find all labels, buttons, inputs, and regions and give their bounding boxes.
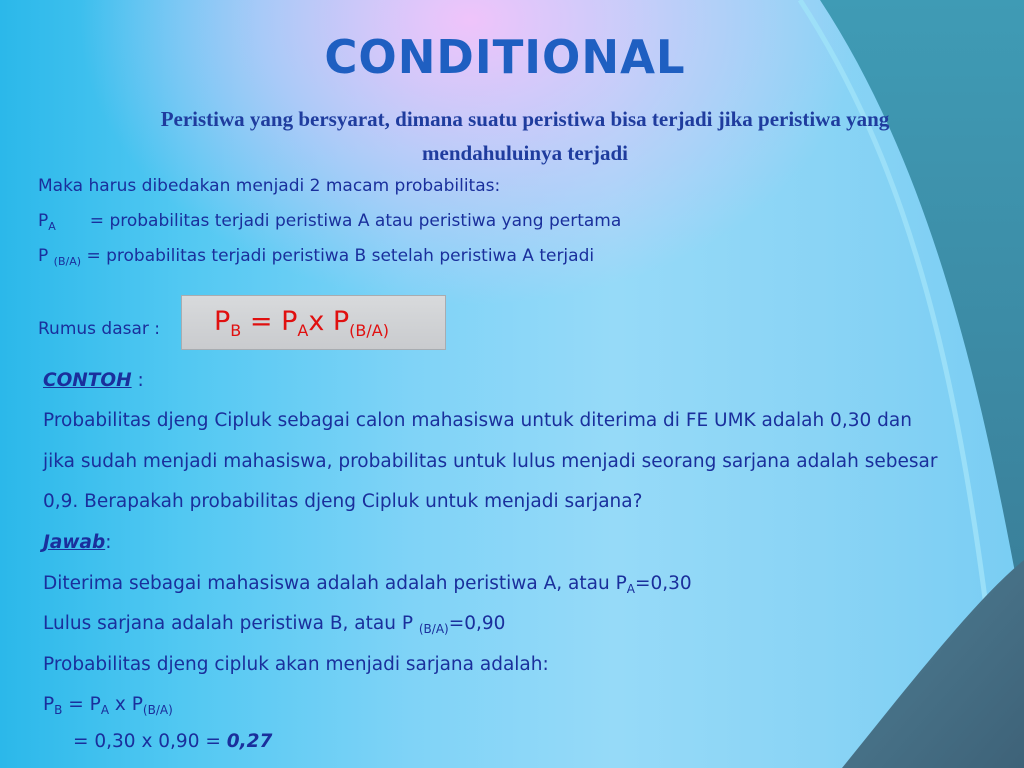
slide-title: CONDITIONAL xyxy=(324,30,686,84)
formula-sub-ba: (B/A) xyxy=(349,321,389,340)
formula xyxy=(214,306,389,340)
answer4-sub-b: B xyxy=(54,703,63,717)
answer-line-5 xyxy=(73,731,272,752)
answer-line-2 xyxy=(43,613,505,636)
answer1-text: Diterima sebagai mahasiswa adalah adalah peristiwa A, atau P xyxy=(43,573,627,594)
pba-subscript: (B/A) xyxy=(53,255,82,268)
problem-line-2: jika sudah menjadi mahasiswa, probabilitas untuk lulus menjadi seorang sarjana adalah sebesar xyxy=(43,451,938,472)
jawab-colon: : xyxy=(105,532,112,553)
contoh-colon: : xyxy=(131,370,144,391)
answer4-pb: P xyxy=(43,694,55,715)
formula-eq: = P xyxy=(241,306,298,337)
answer2-text: Lulus sarjana adalah peristiwa B, atau P xyxy=(43,613,419,634)
answer2-sub: (B/A) xyxy=(418,622,449,636)
final-result: 0,27 xyxy=(226,731,273,752)
pa-symbol: P xyxy=(38,211,49,231)
answer-line-1 xyxy=(43,573,692,596)
answer-line-3: Probabilitas djeng cipluk akan menjadi sarjana adalah: xyxy=(43,654,549,675)
slide-subtitle: Peristiwa yang bersyarat, dimana suatu peristiwa bisa terjadi jika peristiwa yang mendahuluinya terjadi xyxy=(160,107,890,165)
answer4-eq: = P xyxy=(62,694,101,715)
contoh-label: CONTOH xyxy=(43,370,132,391)
answer4-sub-a: A xyxy=(100,703,110,717)
jawab-label: Jawab xyxy=(43,532,106,553)
answer4-sub-ba: (B/A) xyxy=(142,703,173,717)
jawab-heading xyxy=(43,532,111,553)
pba-definition: = probabilitas terjadi peristiwa B setelah peristiwa A terjadi xyxy=(86,246,595,266)
pa-subscript: A xyxy=(48,220,56,233)
answer-line-4 xyxy=(43,694,173,717)
problem-line-1: Probabilitas djeng Cipluk sebagai calon mahasiswa untuk diterima di FE UMK adalah 0,30 dan xyxy=(43,410,912,431)
formula-times: x P xyxy=(308,306,350,337)
pba-symbol: P xyxy=(38,246,49,266)
answer4-times: x P xyxy=(109,694,143,715)
rumus-label: Rumus dasar : xyxy=(38,319,161,339)
formula-sub-a: A xyxy=(297,321,309,340)
definition-pba xyxy=(38,246,594,268)
intro-text: Maka harus dibedakan menjadi 2 macam probabilitas: xyxy=(38,176,501,196)
problem-line-3: 0,9. Berapakah probabilitas djeng Cipluk untuk menjadi sarjana? xyxy=(43,491,643,512)
formula-pb: P xyxy=(214,306,231,337)
definition-pa xyxy=(38,211,621,233)
answer2-tail: =0,90 xyxy=(448,613,506,634)
answer1-sub: A xyxy=(626,582,635,596)
pa-definition: = probabilitas terjadi peristiwa A atau peristiwa yang pertama xyxy=(89,211,622,231)
answer1-tail: =0,30 xyxy=(634,573,692,594)
formula-sub-b: B xyxy=(230,321,242,340)
contoh-heading xyxy=(43,370,144,391)
answer5-text: = 0,30 x 0,90 = xyxy=(73,731,227,752)
